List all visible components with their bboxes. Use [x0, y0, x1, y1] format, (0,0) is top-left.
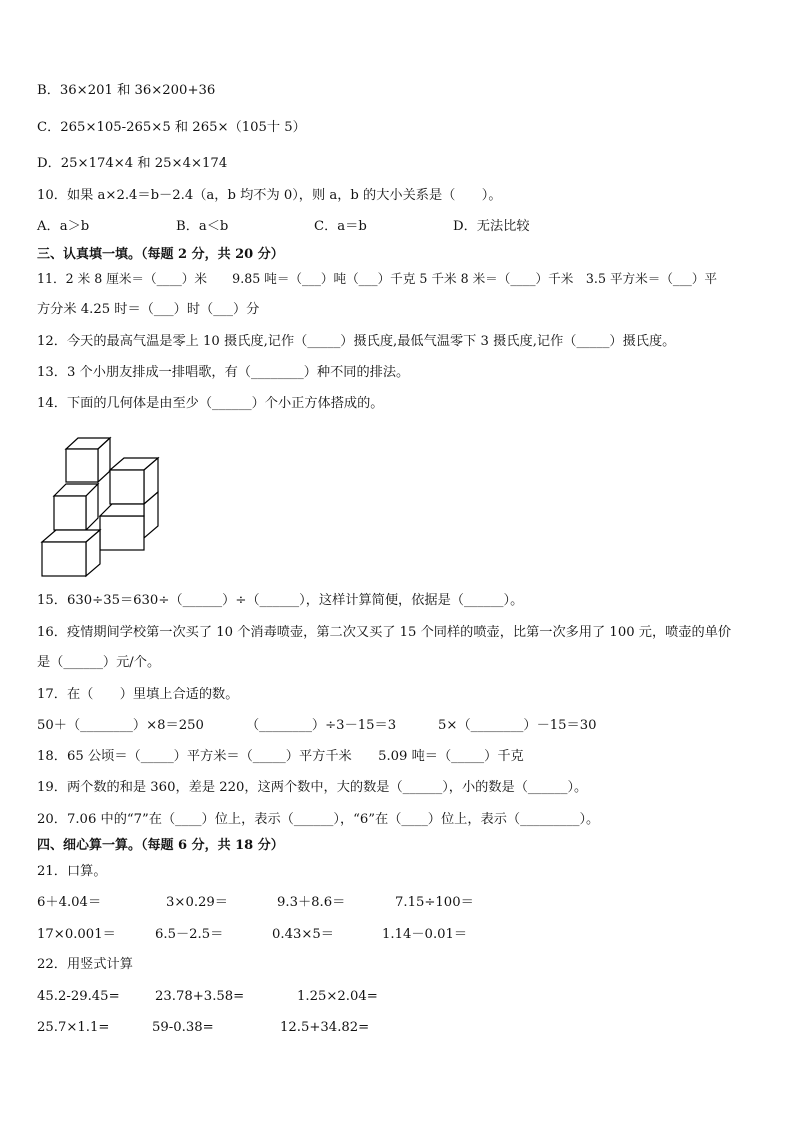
question-11-line2: 方分米 4.25 时＝（___）时（___）分: [37, 302, 260, 317]
question-14: 14．下面的几何体是由至少（______）个小正方体搭成的。: [37, 396, 384, 411]
section-3-heading: 三、认真填一填。（每题 2 分，共 20 分）: [37, 247, 284, 262]
cube-top: [66, 438, 110, 482]
q22-r2-c3: 12.5+34.82=: [280, 1020, 370, 1035]
question-17: 17．在（ ）里填上合适的数。: [37, 687, 239, 702]
question-15: 15．630÷35＝630÷（______）÷（______），这样计算简便，依据是（______）。: [37, 593, 524, 608]
question-11-line1: 11．2 米 8 厘米＝（____）米 9.85 吨＝（___）吨（___）千克 5 千米 8 米＝（____）千米 3.5 平方米＝（___）平: [37, 271, 718, 286]
question-16-line1: 16．疫情期间学校第一次买了 10 个消毒喷壶，第二次又买了 15 个同样的喷壶，比第一次多用了 100 元，喷壶的单价: [37, 625, 732, 640]
q21-r2-c2: 6.5－2.5＝: [155, 927, 224, 942]
q17-item-1: 50＋（________）×8＝250: [37, 718, 204, 733]
cube-upper-right: [110, 458, 158, 504]
question-12: 12．今天的最高气温是零上 10 摄氏度,记作（_____）摄氏度,最低气温零下 3 摄氏度,记作（_____）摄氏度。: [37, 334, 676, 349]
q21-r2-c1: 17×0.001＝: [37, 927, 116, 942]
q22-r1-c2: 23.78+3.58=: [155, 989, 245, 1004]
q21-r1-c2: 3×0.29＝: [166, 895, 228, 910]
q17-item-3: 5×（________）－15＝30: [438, 718, 597, 733]
q22-r1-c3: 1.25×2.04=: [297, 989, 378, 1004]
option-d: D．25×174×4 和 25×4×174: [37, 156, 228, 171]
q10-option-d: D．无法比较: [453, 219, 530, 234]
q17-item-2: （________）÷3－15＝3: [246, 718, 397, 733]
cube-middle-left: [54, 484, 98, 530]
question-20: 20．7.06 中的“7”在（____）位上，表示（______），“6”在（____）位上，表示（_________）。: [37, 812, 600, 827]
question-22: 22．用竖式计算: [37, 957, 133, 972]
cube-bottom: [42, 530, 100, 576]
q21-r1-c3: 9.3＋8.6＝: [277, 895, 346, 910]
q22-r2-c1: 25.7×1.1=: [37, 1020, 110, 1035]
q10-option-a: A．a＞b: [37, 219, 90, 234]
q22-r2-c2: 59-0.38=: [152, 1020, 214, 1035]
q21-r1-c1: 6＋4.04＝: [37, 895, 102, 910]
q22-r1-c1: 45.2-29.45=: [37, 989, 120, 1004]
option-c: C．265×105-265×5 和 265×（105十 5）: [37, 120, 306, 135]
question-13: 13．3 个小朋友排成一排唱歌，有（________）种不同的排法。: [37, 365, 410, 380]
question-10: 10．如果 a×2.4＝b－2.4（a，b 均不为 0），则 a，b 的大小关系是（ ）。: [37, 188, 502, 203]
question-18: 18．65 公顷＝（_____）平方米＝（_____）平方千米 5.09 吨＝（_____）千克: [37, 749, 524, 764]
q10-option-c: C．a＝b: [314, 219, 367, 234]
cube-stack-figure: [40, 435, 165, 580]
q21-r1-c4: 7.15÷100＝: [395, 895, 474, 910]
q21-r2-c3: 0.43×5＝: [272, 927, 334, 942]
q21-r2-c4: 1.14－0.01＝: [382, 927, 468, 942]
question-16-line2: 是（______）元/个。: [37, 655, 161, 670]
option-b: B．36×201 和 36×200+36: [37, 83, 216, 98]
q10-option-b: B．a＜b: [176, 219, 229, 234]
section-4-heading: 四、细心算一算。（每题 6 分，共 18 分）: [37, 838, 284, 853]
question-19: 19．两个数的和是 360，差是 220，这两个数中，大的数是（______），小的数是（______）。: [37, 780, 588, 795]
question-21: 21．口算。: [37, 864, 107, 879]
